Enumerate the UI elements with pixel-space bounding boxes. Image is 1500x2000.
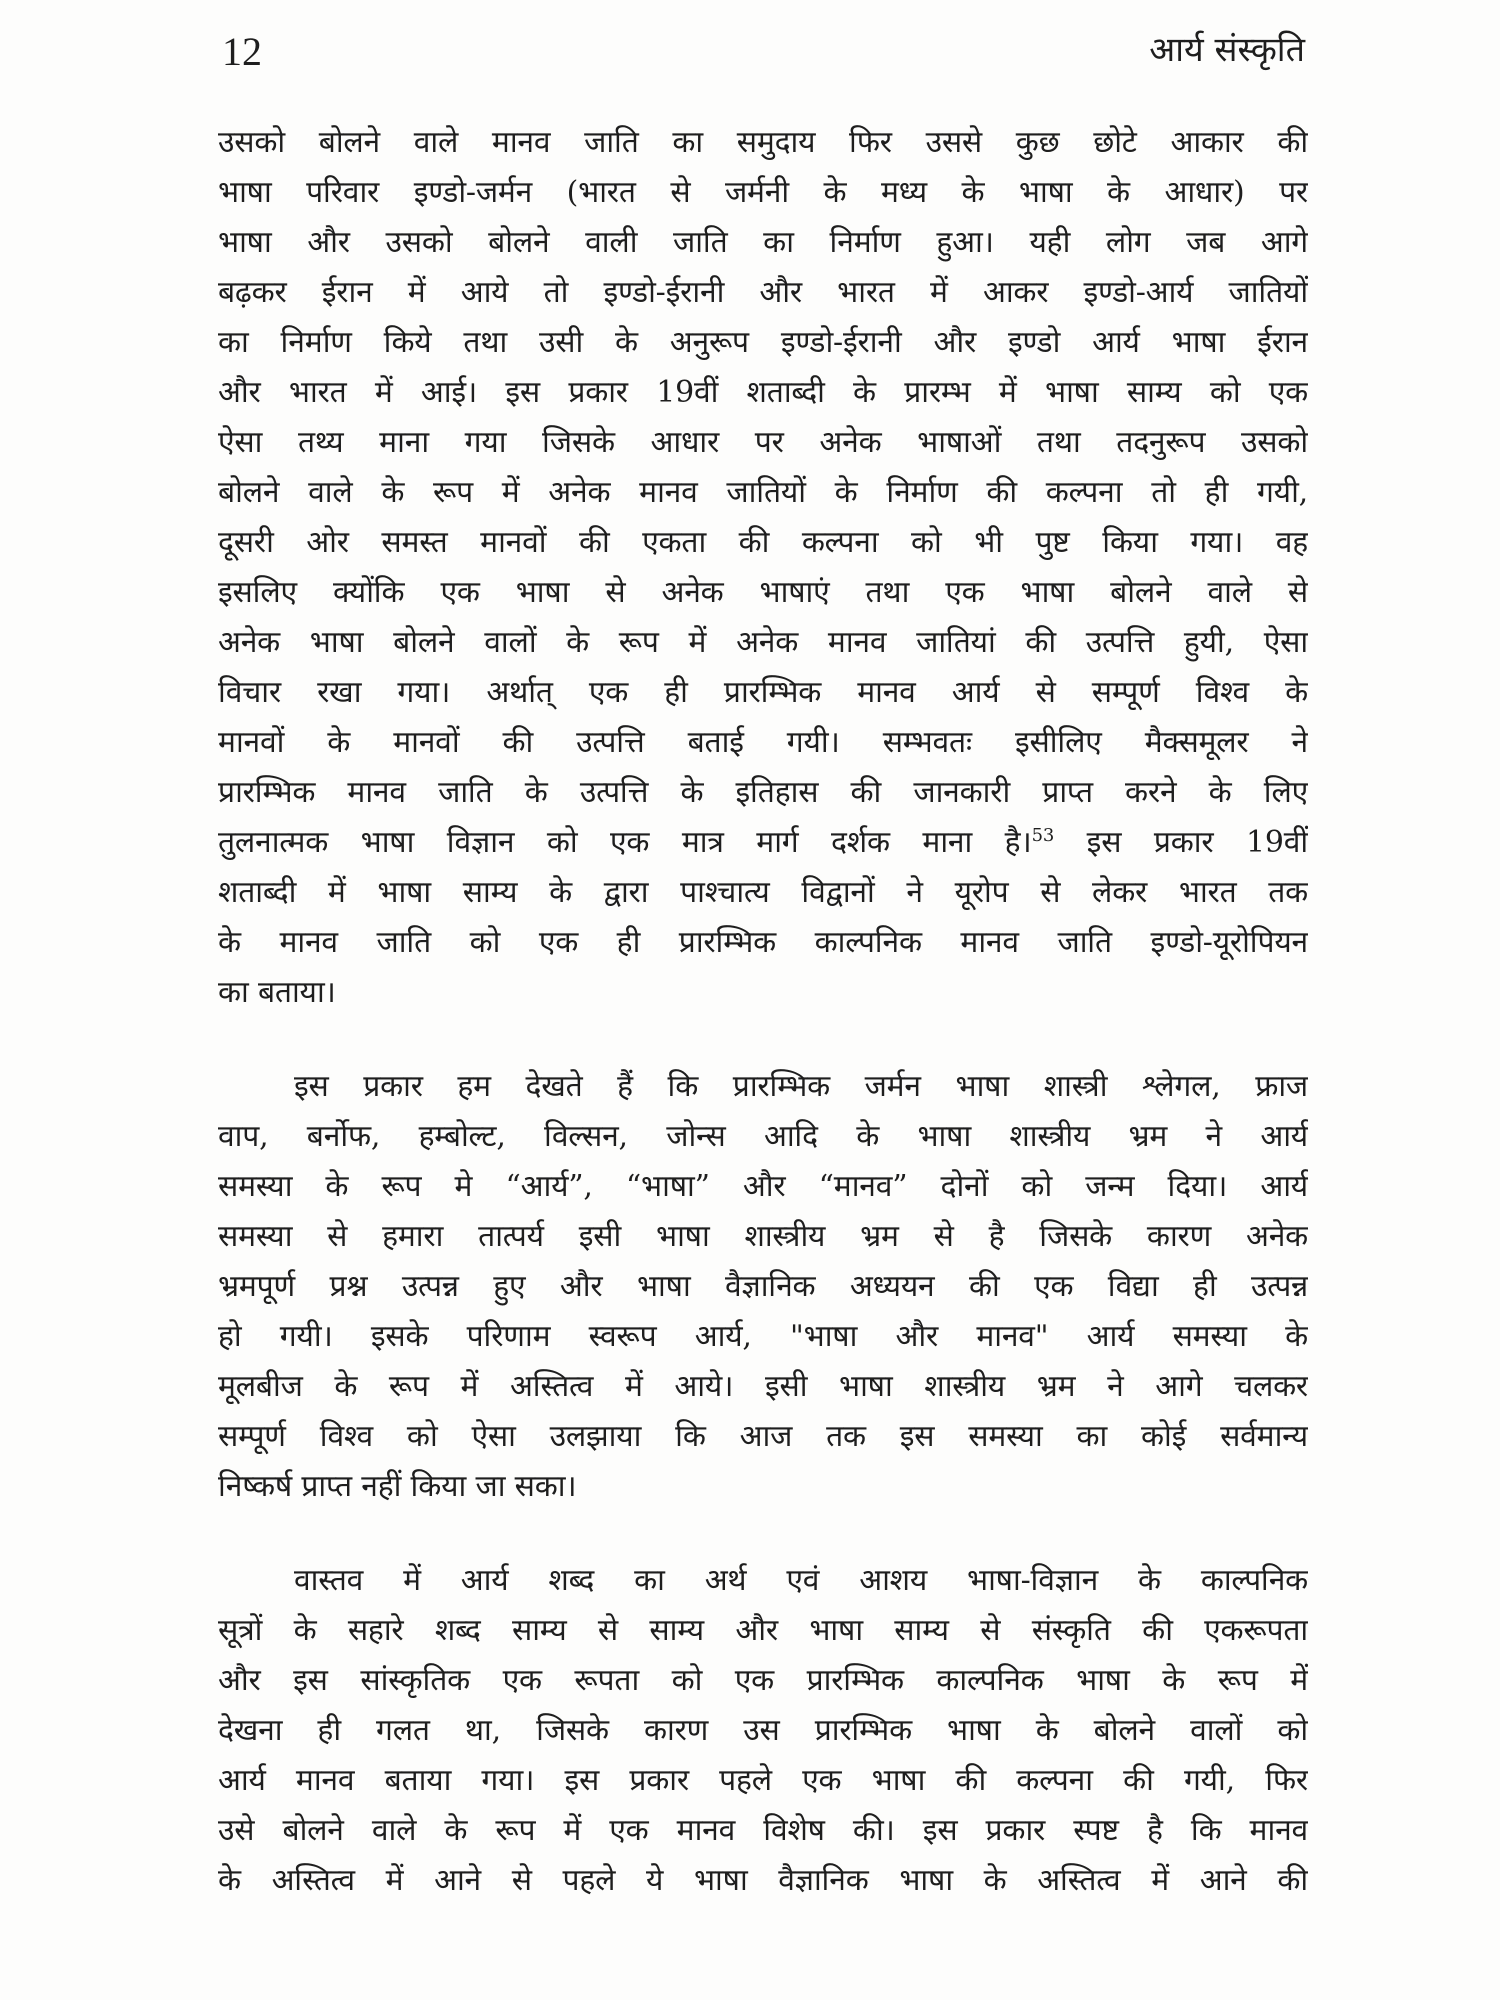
text-line: समस्या के रूप मे “आर्य”, “भाषा” और “मानव” दोनों को जन्म दिया। आर्य (218, 1169, 1308, 1204)
text-line: समस्या से हमारा तात्पर्य इसी भाषा शास्त्रीय भ्रम से है जिसके कारण अनेक (218, 1219, 1308, 1254)
text-line: का बताया। (218, 975, 336, 1010)
paragraph-2 (218, 1062, 1308, 1512)
text-line: सूत्रों के सहारे शब्द साम्य से साम्य और भाषा साम्य से संस्कृति की एकरूपता (218, 1613, 1308, 1648)
text-line: के मानव जाति को एक ही प्रारम्भिक काल्पनिक मानव जाति इण्डो-यूरोपियन (218, 925, 1308, 960)
text-line: और इस सांस्कृतिक एक रूपता को एक प्रारम्भिक काल्पनिक भाषा के रूप में (218, 1663, 1308, 1698)
text-line: उसको बोलने वाले मानव जाति का समुदाय फिर उससे कुछ छोटे आकार की (218, 125, 1308, 160)
footnote-reference: 53 (1031, 825, 1055, 846)
text-line: विचार रखा गया। अर्थात् एक ही प्रारम्भिक मानव आर्य से सम्पूर्ण विश्व के (218, 675, 1308, 710)
text-line: के अस्तित्व में आने से पहले ये भाषा वैज्ञानिक भाषा के अस्तित्व में आने की (218, 1863, 1308, 1898)
text-line: दूसरी ओर समस्त मानवों की एकता की कल्पना को भी पुष्ट किया गया। वह (218, 525, 1308, 560)
text-line: देखना ही गलत था, जिसके कारण उस प्रारम्भिक भाषा के बोलने वालों को (218, 1713, 1308, 1748)
text-line: ऐसा तथ्य माना गया जिसके आधार पर अनेक भाषाओं तथा तदनुरूप उसको (218, 425, 1308, 460)
running-title: आर्य संस्कृति (1149, 30, 1305, 70)
body-text (218, 118, 1308, 1906)
text-line: भाषा परिवार इण्डो-जर्मन (भारत से जर्मनी के मध्य के भाषा के आधार) पर (218, 175, 1308, 210)
text-line-with-footnote (218, 818, 1308, 868)
text-line: आर्य मानव बताया गया। इस प्रकार पहले एक भाषा की कल्पना की गयी, फिर (218, 1763, 1308, 1798)
text-line: निष्कर्ष प्राप्त नहीं किया जा सका। (218, 1469, 577, 1504)
text-line: वास्तव में आर्य शब्द का अर्थ एवं आशय भाषा-विज्ञान के काल्पनिक (294, 1563, 1308, 1598)
text-line: और भारत में आई। इस प्रकार 19वीं शताब्दी के प्रारम्भ में भाषा साम्य को एक (218, 375, 1308, 410)
text-line: सम्पूर्ण विश्व को ऐसा उलझाया कि आज तक इस समस्या का कोई सर्वमान्य (218, 1419, 1308, 1454)
text-line: इस प्रकार हम देखते हैं कि प्रारम्भिक जर्मन भाषा शास्त्री श्लेगल, फ्राज (294, 1069, 1308, 1104)
text-line: मूलबीज के रूप में अस्तित्व में आये। इसी भाषा शास्त्रीय भ्रम ने आगे चलकर (218, 1369, 1308, 1404)
text-line: अनेक भाषा बोलने वालों के रूप में अनेक मानव जातियां की उत्पत्ति हुयी, ऐसा (218, 625, 1308, 660)
text-line: इसलिए क्योंकि एक भाषा से अनेक भाषाएं तथा एक भाषा बोलने वाले से (218, 575, 1308, 610)
text-line: उसे बोलने वाले के रूप में एक मानव विशेष की। इस प्रकार स्पष्ट है कि मानव (218, 1813, 1308, 1848)
text-line: शताब्दी में भाषा साम्य के द्वारा पाश्चात्य विद्वानों ने यूरोप से लेकर भारत तक (218, 875, 1308, 910)
text-line: भ्रमपूर्ण प्रश्न उत्पन्न हुए और भाषा वैज्ञानिक अध्ययन की एक विद्या ही उत्पन्न (218, 1269, 1308, 1304)
text-line: का निर्माण किये तथा उसी के अनुरूप इण्डो-ईरानी और इण्डो आर्य भाषा ईरान (218, 325, 1308, 360)
text-line: भाषा और उसको बोलने वाली जाति का निर्माण हुआ। यही लोग जब आगे (218, 225, 1308, 260)
text-line: बढ़कर ईरान में आये तो इण्डो-ईरानी और भारत में आकर इण्डो-आर्य जातियों (218, 275, 1308, 310)
text-line: प्रारम्भिक मानव जाति के उत्पत्ति के इतिहास की जानकारी प्राप्त करने के लिए (218, 775, 1308, 810)
text-line: वाप, बर्नोफ, हम्बोल्ट, विल्सन, जोन्स आदि के भाषा शास्त्रीय भ्रम ने आर्य (218, 1119, 1308, 1154)
text-segment: तुलनात्मक भाषा विज्ञान को एक मात्र मार्ग दर्शक माना है। (218, 825, 1032, 860)
text-line: हो गयी। इसके परिणाम स्वरूप आर्य, "भाषा और मानव" आर्य समस्या के (218, 1319, 1308, 1354)
page-number: 12 (222, 29, 262, 74)
text-line: मानवों के मानवों की उत्पत्ति बताई गयी। सम्भवतः इसीलिए मैक्समूलर ने (218, 725, 1308, 760)
text-segment: इस प्रकार 19वीं (1054, 825, 1308, 860)
text-line: बोलने वाले के रूप में अनेक मानव जातियों के निर्माण की कल्पना तो ही गयी, (218, 475, 1308, 510)
paragraph-1 (218, 118, 1308, 1018)
paragraph-3 (218, 1556, 1308, 1906)
